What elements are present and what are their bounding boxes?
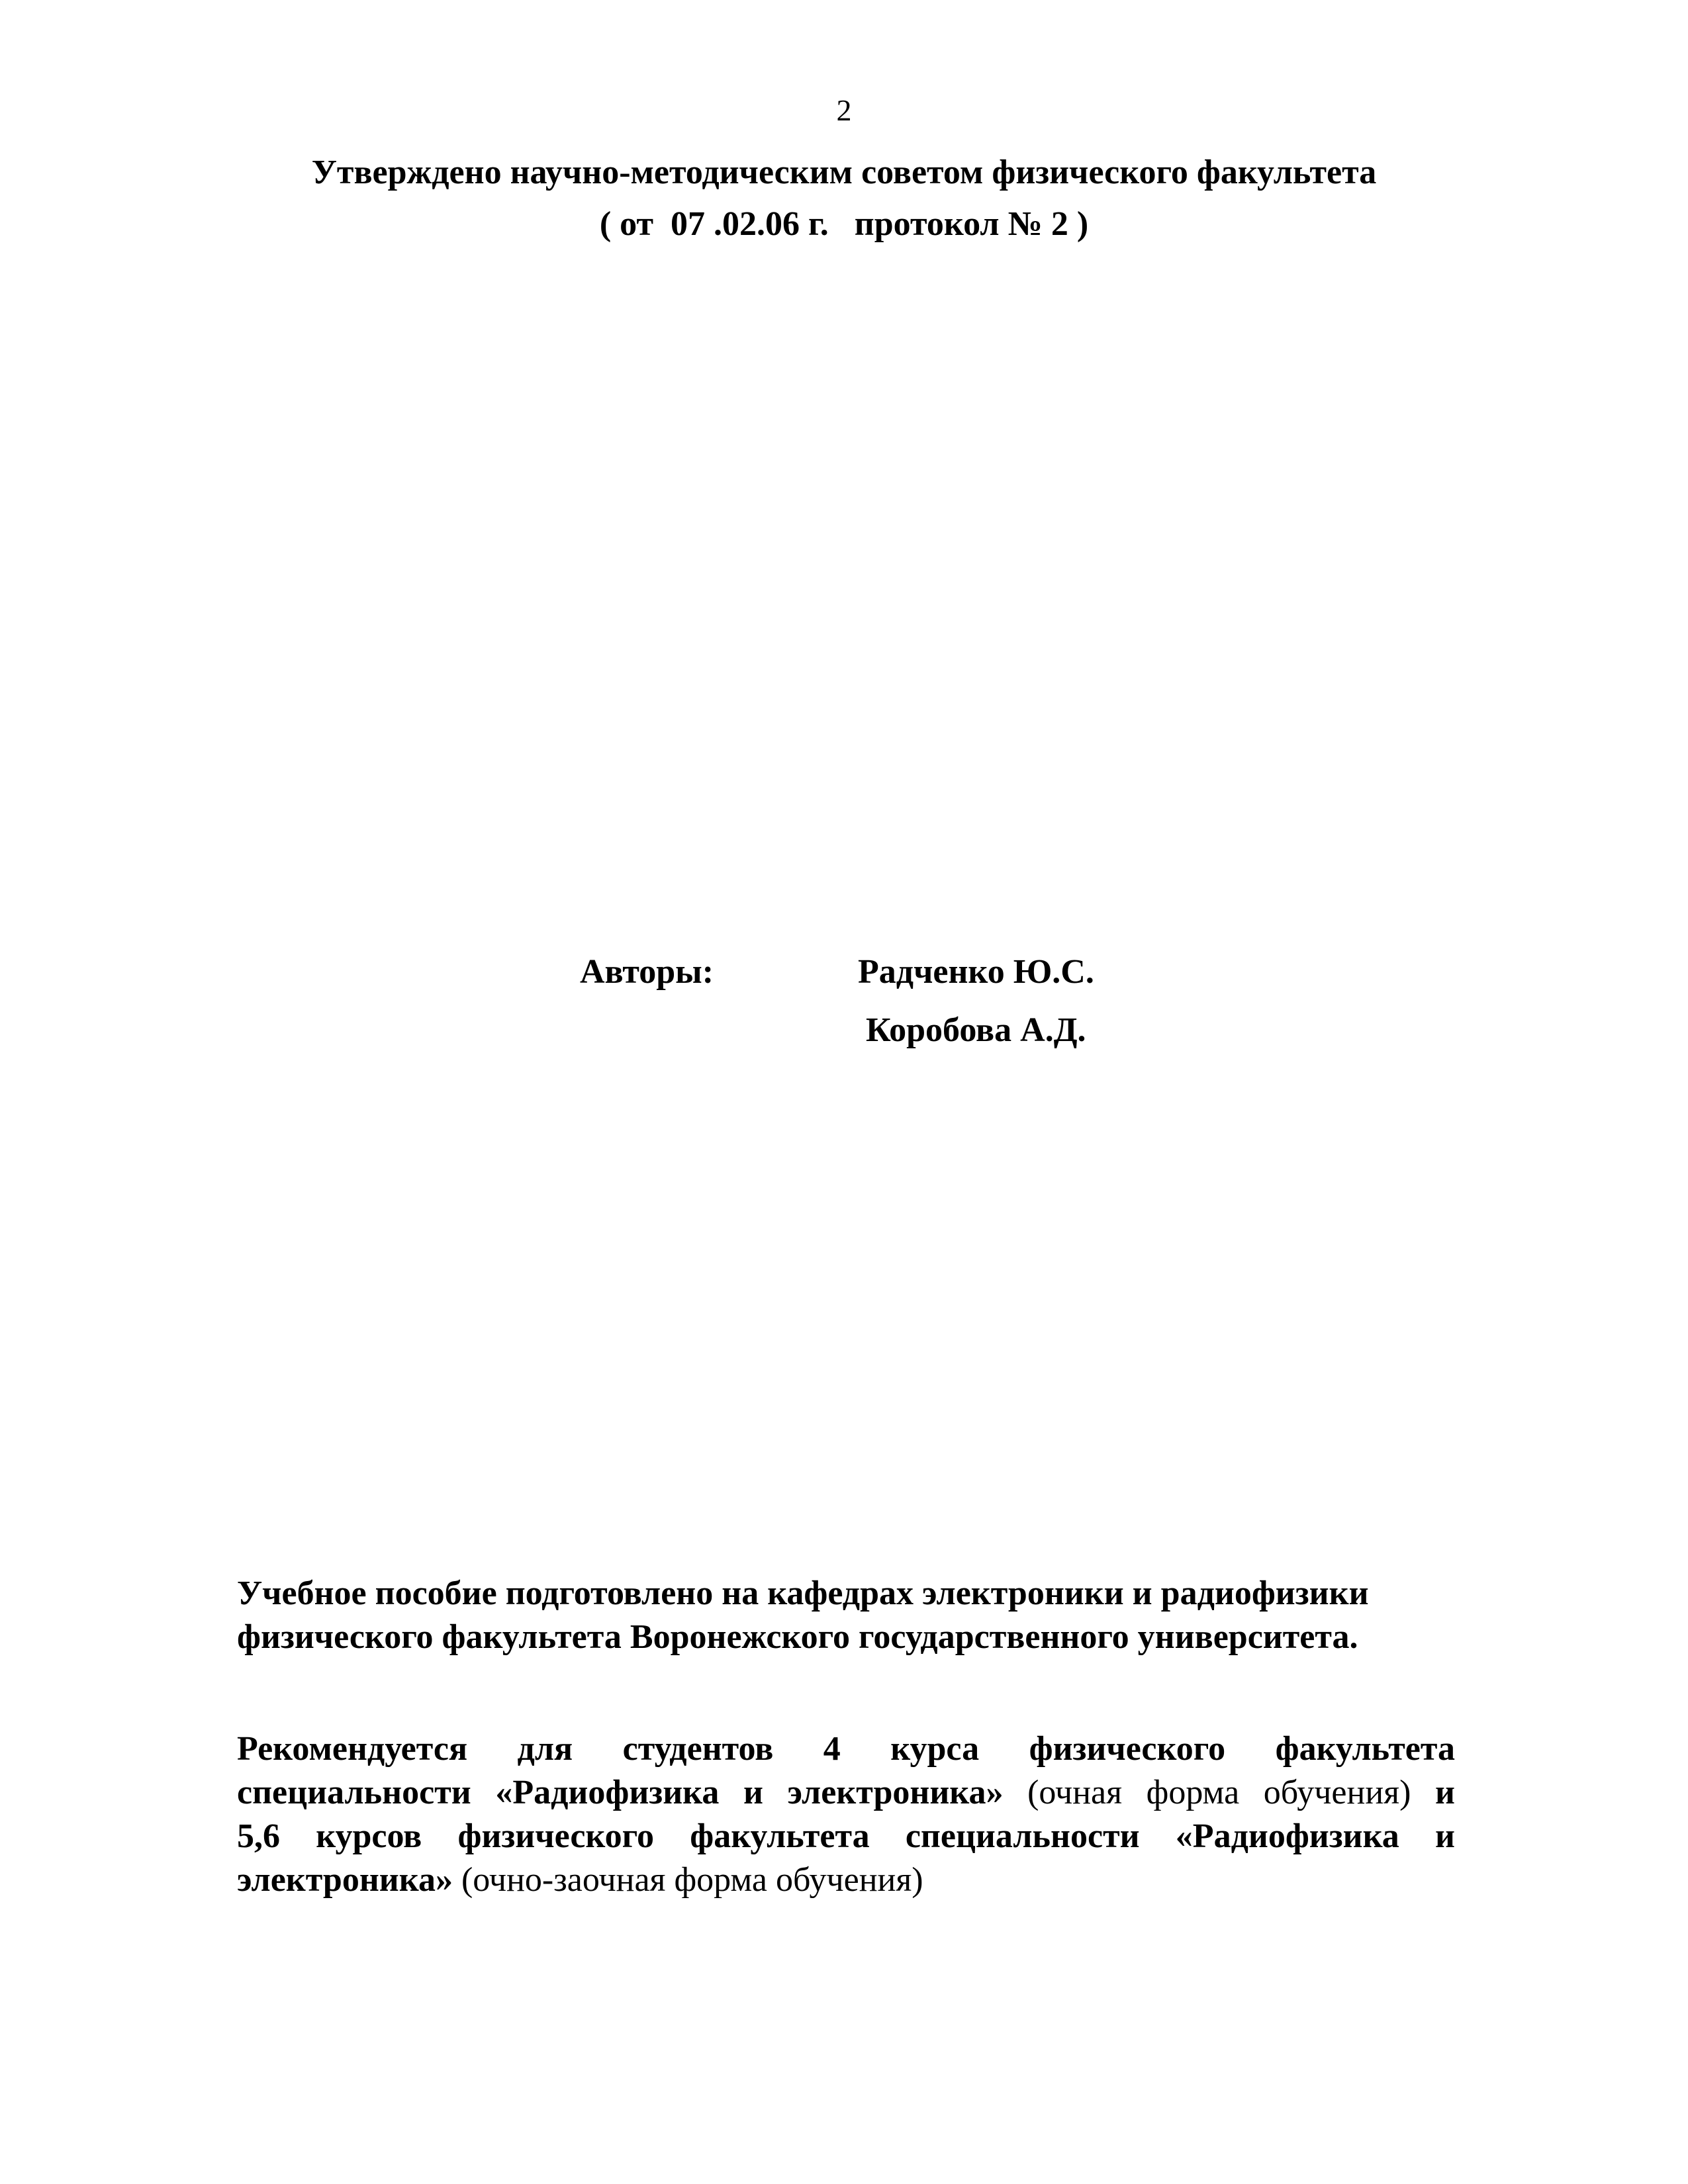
recommendation-conjunction: и xyxy=(1435,1774,1455,1811)
recommendation-line-2 xyxy=(237,1771,1455,1815)
recommendation-line-3: 5,6 курсов физического факультета специальности «Радиофизика и xyxy=(237,1817,1455,1855)
prepared-line-1: Учебное пособие подготовлено на кафедрах электроники и радиофизики xyxy=(237,1574,1369,1612)
approval-line-2: ( от 07 .02.06 г. протокол № 2 ) xyxy=(599,205,1089,243)
prepared-line-2: физического факультета Воронежского государственного университета. xyxy=(237,1618,1358,1656)
author-name: Коробова А.Д. xyxy=(866,1011,1086,1049)
recommendation-line-1: Рекомендуется для студентов 4 курса физического факультета xyxy=(237,1730,1455,1768)
author-name: Радченко Ю.С. xyxy=(858,953,1094,991)
page-number: 2 xyxy=(836,93,852,127)
prepared-statement xyxy=(237,1572,1455,1659)
approval-line-1: Утверждено научно-методическим советом физического факультета xyxy=(311,154,1377,191)
recommendation-line-4 xyxy=(237,1858,1455,1902)
recommendation-statement xyxy=(237,1727,1455,1902)
authors-label: Авторы: xyxy=(580,953,714,991)
recommendation-specialty-end: электроника» xyxy=(237,1861,453,1899)
approval-block xyxy=(0,147,1688,250)
recommendation-study-form: (очная форма обучения) xyxy=(1003,1774,1436,1811)
recommendation-specialty: специальности «Радиофизика и электроника» xyxy=(237,1774,1004,1811)
recommendation-study-form-2: (очно-заочная форма обучения) xyxy=(452,1861,923,1899)
